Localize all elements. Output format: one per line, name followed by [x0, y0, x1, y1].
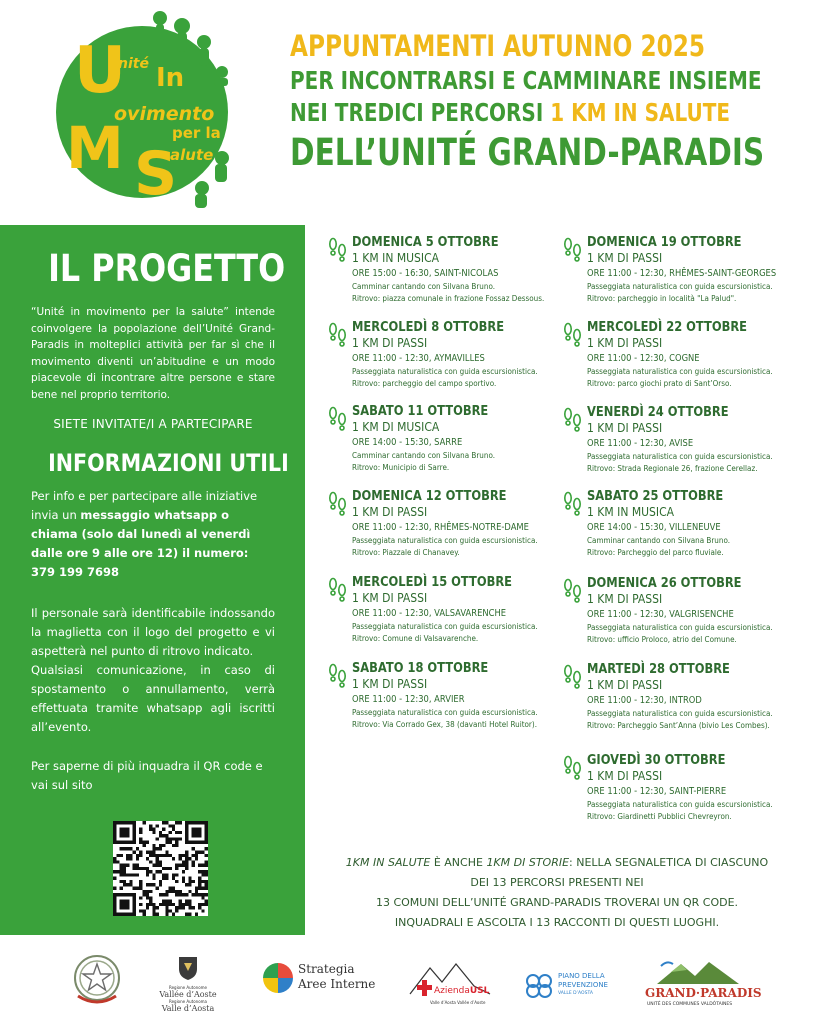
event-type: 1 KM IN MUSICA	[587, 505, 675, 519]
event-meeting-point: Ritrovo: Strada Regionale 26, frazione Cerellaz.	[587, 464, 758, 473]
gp-title-grand: GRAND	[645, 986, 696, 1000]
event-description: Passeggiata naturalistica con guida escursionistica.	[352, 367, 538, 376]
event-time-place: ORE 11:00 - 12:30, VALGRISENCHE	[587, 609, 734, 620]
event-item	[352, 488, 584, 559]
event-time-place: ORE 11:00 - 12:30, RHÊMES-NOTRE-DAME	[352, 522, 529, 533]
footprints-icon	[561, 663, 583, 693]
logo-letter-m: M	[66, 114, 124, 182]
event-time-place: ORE 15:00 - 16:30, SAINT-NICOLAS	[352, 268, 499, 279]
event-item	[352, 319, 584, 390]
note-text-1: È ANCHE	[430, 856, 487, 869]
footprints-icon	[326, 405, 348, 435]
event-item	[352, 403, 584, 474]
footprints-icon	[561, 577, 583, 607]
event-type: 1 KM DI PASSI	[587, 336, 663, 350]
event-item	[352, 660, 584, 731]
event-date: GIOVEDÌ 30 OTTOBRE	[587, 752, 726, 768]
logo-word-ovimento: ovimento	[114, 103, 215, 125]
coat-of-arms-icon	[177, 955, 199, 981]
note-text-2: : NELLA SEGNALETICA DI CIASCUNO	[569, 856, 769, 869]
footprints-icon	[326, 321, 348, 351]
note-italic-1: 1KM IN SALUTE	[345, 856, 431, 869]
event-date: SABATO 11 OTTOBRE	[352, 403, 489, 419]
event-description: Camminar cantando con Silvana Bruno.	[587, 536, 731, 545]
event-item	[587, 752, 819, 823]
event-meeting-point: Ritrovo: Comune di Valsavarenche.	[352, 634, 479, 643]
event-description: Camminar cantando con Silvana Bruno.	[352, 282, 496, 291]
event-description: Passeggiata naturalistica con guida escursionistica.	[352, 708, 538, 717]
piano-line-2: PREVENZIONE	[558, 981, 608, 989]
event-time-place: ORE 14:00 - 15:30, VILLENEUVE	[587, 522, 721, 533]
headline-line-3-accent: 1 KM IN SALUTE	[550, 98, 731, 127]
event-type: 1 KM IN MUSICA	[352, 251, 440, 265]
event-date: MARTEDÌ 28 OTTOBRE	[587, 661, 730, 677]
event-type: 1 KM DI PASSI	[352, 591, 428, 605]
event-item	[352, 574, 584, 645]
gp-title-paradis: PARADIS	[700, 986, 762, 1000]
event-meeting-point: Ritrovo: piazza comunale in frazione Fossaz Dessous.	[352, 294, 545, 303]
event-meeting-point: Ritrovo: Via Corrado Gex, 38 (davanti Hotel Ruitor).	[352, 720, 537, 729]
region-line-2: Vallée d’Aoste	[159, 990, 217, 999]
project-description: “Unité in movimento per la salute” intende coinvolgere la popolazione dell’Unité Grand-Paradis in molteplici attività per far sì che il movimento diventi un’abitudine e un modo piacevole di incontrare altre persone e stare bene nel proprio territorio.	[31, 306, 275, 401]
gp-title: GRAND·PARADIS	[645, 986, 762, 1000]
footprints-icon	[326, 662, 348, 692]
project-title: IL PROGETTO	[48, 247, 286, 290]
info-staff: Il personale sarà identificabile indossando la maglietta con il logo del progetto e vi aspetterà nel punto di ritrovo indicato.	[31, 606, 275, 658]
headline-line-2: PER INCONTRARSI E CAMMINARE INSIEME	[290, 66, 762, 95]
event-description: Passeggiata naturalistica con guida escursionistica.	[587, 623, 773, 632]
event-description: Passeggiata naturalistica con guida escursionistica.	[587, 367, 773, 376]
footprints-icon	[326, 236, 348, 266]
footprints-icon	[561, 236, 583, 266]
event-time-place: ORE 11:00 - 12:30, RHÊMES-SAINT-GEORGES	[587, 268, 777, 279]
event-meeting-point: Ritrovo: parcheggio del campo sportivo.	[352, 379, 497, 388]
event-description: Passeggiata naturalistica con guida escursionistica.	[352, 536, 538, 545]
event-meeting-point: Ritrovo: parco giochi prato di Sant’Orso.	[587, 379, 732, 388]
event-date: MERCOLEDÌ 15 OTTOBRE	[352, 574, 513, 590]
event-time-place: ORE 11:00 - 12:30, SAINT-PIERRE	[587, 786, 727, 797]
event-meeting-point: Ritrovo: Giardinetti Pubblici Chevreyron.	[587, 812, 732, 821]
region-line-1: Regione Autonome	[168, 985, 208, 990]
event-item	[352, 234, 584, 305]
logo-word-nite: nité	[118, 56, 149, 72]
footprints-icon	[561, 490, 583, 520]
event-item	[587, 488, 819, 559]
logo-word-per-la: per la	[172, 124, 221, 142]
event-date: SABATO 25 OTTOBRE	[587, 488, 724, 504]
event-item	[587, 404, 819, 475]
event-type: 1 KM DI PASSI	[587, 421, 663, 435]
event-meeting-point: Ritrovo: Parcheggio Sant’Anna (bivio Les Combes).	[587, 721, 770, 730]
event-description: Passeggiata naturalistica con guida escursionistica.	[587, 282, 773, 291]
region-line-4: Valle d’Aosta	[161, 1004, 215, 1013]
event-meeting-point: Ritrovo: Municipio di Sarre.	[352, 463, 450, 472]
event-type: 1 KM DI MUSICA	[352, 420, 440, 434]
event-date: MERCOLEDÌ 22 OTTOBRE	[587, 319, 748, 335]
logo-word-alute: alute	[170, 146, 214, 164]
note-line-4: INQUADRALI E ASCOLTA I 13 RACCONTI DI QUESTI LUOGHI.	[394, 916, 720, 929]
headline-line-3	[290, 98, 731, 127]
event-item	[587, 234, 819, 305]
strategia-aree-interne-logo	[262, 960, 377, 996]
info-title: INFORMAZIONI UTILI	[48, 449, 289, 477]
event-meeting-point: Ritrovo: Piazzale di Chanavey.	[352, 548, 460, 557]
piano-line-1: PIANO DELLA	[558, 972, 605, 980]
event-meeting-point: Ritrovo: Parcheggio del parco fluviale.	[587, 548, 724, 557]
invite-text: SIETE INVITATE/I A PARTECIPARE	[53, 417, 253, 431]
event-description: Passeggiata naturalistica con guida escursionistica.	[352, 622, 538, 631]
info-comms: Qualsiasi comunicazione, in caso di spostamento o annullamento, verrà effettuata tramite whatsapp agli iscritti all’evento.	[31, 663, 275, 734]
event-time-place: ORE 11:00 - 12:30, ARVIER	[352, 694, 465, 705]
headline-line-3-text: NEI TREDICI PERCORSI	[290, 98, 551, 127]
event-description: Passeggiata naturalistica con guida escursionistica.	[587, 709, 773, 718]
strategia-line-1: Strategia	[298, 962, 355, 976]
event-type: 1 KM DI PASSI	[352, 505, 428, 519]
footprints-icon	[561, 406, 583, 436]
footprints-icon	[561, 321, 583, 351]
azienda-usl-logo	[408, 960, 493, 1015]
event-item	[587, 575, 819, 646]
colored-circle-icon	[262, 962, 294, 994]
event-type: 1 KM DI PASSI	[352, 336, 428, 350]
event-meeting-point: Ritrovo: ufficio Proloco, atrio del Comune.	[587, 635, 737, 644]
event-date: SABATO 18 OTTOBRE	[352, 660, 489, 676]
event-description: Camminar cantando con Silvana Bruno.	[352, 451, 496, 460]
project-panel	[0, 225, 305, 935]
info-contact	[31, 487, 275, 582]
event-date: DOMENICA 26 OTTOBRE	[587, 575, 742, 591]
gp-subtitle: UNITÉ DES COMMUNES VALDÔTAINES	[647, 1002, 733, 1007]
logo-letter-s: S	[134, 139, 178, 208]
mountains-icon	[647, 958, 747, 986]
grand-paradis-logo	[645, 958, 762, 1016]
headline	[290, 29, 810, 174]
event-type: 1 KM DI PASSI	[352, 677, 428, 691]
piano-prevenzione-logo	[524, 970, 619, 1002]
stories-note	[318, 853, 796, 933]
region-line-3: Regione Autonoma	[168, 999, 208, 1004]
usl-label-usl: USL	[469, 986, 490, 996]
usl-label	[434, 986, 489, 996]
event-time-place: ORE 11:00 - 12:30, VALSAVARENCHE	[352, 608, 507, 619]
note-italic-2: 1KM DI STORIE	[486, 856, 570, 869]
event-type: 1 KM DI PASSI	[587, 678, 663, 692]
event-type: 1 KM DI PASSI	[587, 769, 663, 783]
strategia-line-2: Aree Interne	[298, 977, 376, 991]
event-item	[587, 661, 819, 732]
logo-letter-u: U	[74, 34, 126, 108]
note-line-3: 13 COMUNI DELL’UNITÉ GRAND-PARADIS TROVERAI UN QR CODE.	[375, 896, 739, 909]
event-date: VENERDÌ 24 OTTOBRE	[587, 404, 729, 420]
event-time-place: ORE 14:00 - 15:30, SARRE	[352, 437, 463, 448]
republic-emblem-logo	[70, 952, 124, 1010]
rings-icon	[524, 972, 554, 1000]
note-line-2: DEI 13 PERCORSI PRESENTI NEI	[470, 876, 644, 889]
event-time-place: ORE 11:00 - 12:30, AYMAVILLES	[352, 353, 485, 364]
note-line-1	[318, 853, 796, 873]
info-contact-bold: messaggio whatsapp o chiama (solo dal lunedì al venerdì dalle ore 9 alle ore 12) il numero: 379 199 7698	[31, 508, 251, 579]
qr-code[interactable]	[113, 821, 208, 916]
headline-line-1: APPUNTAMENTI AUTUNNO 2025	[290, 29, 706, 63]
footprints-icon	[561, 754, 583, 784]
usl-label-azienda: Azienda	[434, 986, 470, 996]
event-date: MERCOLEDÌ 8 OTTOBRE	[352, 319, 505, 335]
regione-valle-aosta-logo	[158, 955, 218, 1017]
event-time-place: ORE 11:00 - 12:30, COGNE	[587, 353, 700, 364]
usl-sublabel: Valle d’Aosta Vallée d’Aoste	[430, 1000, 486, 1005]
qr-text: Per saperne di più inquadra il QR code e vai sul sito	[31, 759, 263, 792]
event-description: Passeggiata naturalistica con guida escursionistica.	[587, 800, 773, 809]
unite-in-movimento-logo	[52, 8, 232, 208]
event-time-place: ORE 11:00 - 12:30, INTROD	[587, 695, 702, 706]
footprints-icon	[326, 490, 348, 520]
footprints-icon	[326, 576, 348, 606]
headline-line-4: DELL’UNITÉ GRAND-PARADIS	[290, 131, 765, 174]
event-item	[587, 319, 819, 390]
event-time-place: ORE 11:00 - 12:30, AVISE	[587, 438, 694, 449]
event-date: DOMENICA 19 OTTOBRE	[587, 234, 742, 250]
event-date: DOMENICA 12 OTTOBRE	[352, 488, 507, 504]
event-meeting-point: Ritrovo: parcheggio in località "La Palud".	[587, 294, 737, 303]
info-contact-text: Per info e per partecipare alle iniziative invia un	[31, 489, 258, 522]
event-description: Passeggiata naturalistica con guida escursionistica.	[587, 452, 773, 461]
logo-word-in: In	[156, 63, 185, 93]
event-type: 1 KM DI PASSI	[587, 592, 663, 606]
piano-line-3: VALLE D’AOSTA	[558, 991, 593, 996]
event-date: DOMENICA 5 OTTOBRE	[352, 234, 499, 250]
event-type: 1 KM DI PASSI	[587, 251, 663, 265]
